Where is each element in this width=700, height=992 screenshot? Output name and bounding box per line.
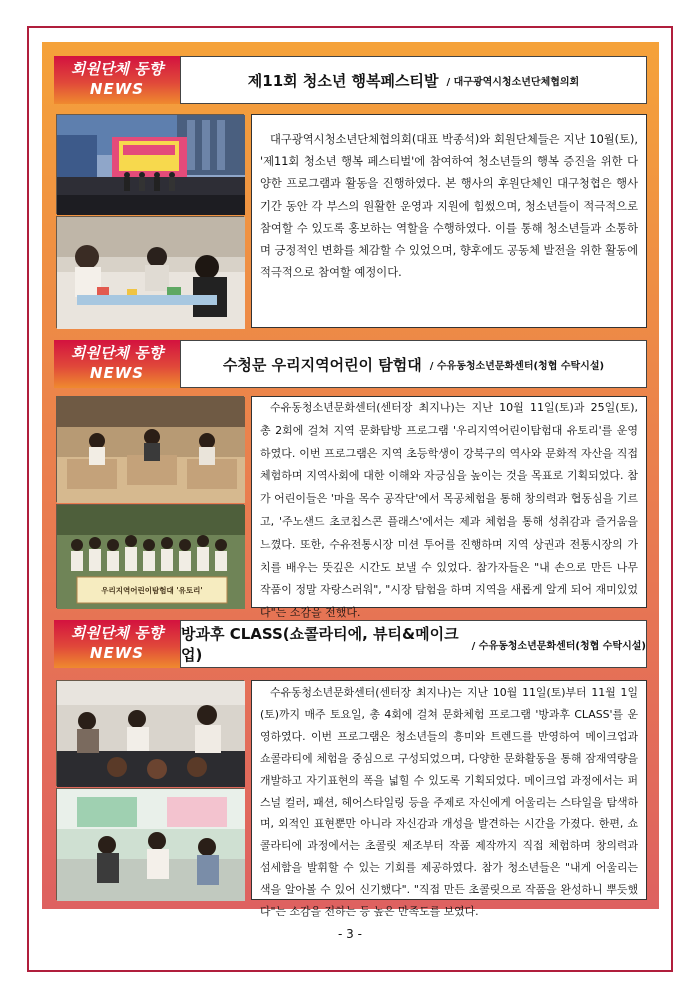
chocolate-class-photo	[56, 680, 244, 786]
section-organization: / 대구광역시청소년단체협의회	[446, 76, 580, 88]
section-header	[54, 340, 647, 388]
article-text: 수유동청소년문화센터(센터장 최지나)는 지난 10월 11일(토)부터 11월 1일(토)까지 매주 토요일, 총 4회에 걸쳐 문화체험 프로그램 '방과후 CLASS'를 운영하였다. 이번 프로그램은 청소년들의 흥미와 트렌드를 반영하여 메이크업과 쇼콜라티에 체험을 중심으로 구성되었으며, 다양한 문화활동을 통해 잠재역량을 개발하고 자기표현의 폭을 넓힐 수 있도록 기획되었다. 메이크업 과정에서는 퍼스널 컬러, 패션, 헤어스타일링 등을 주제로 자신에게 어울리는 스타일을 탐색하며, 외적인 표현뿐만 아니라 자신감과 개성을 발견하는 시간을 가졌다. 한편, 쇼콜라티에 과정에서는 초콜릿 제조부터 작품 제작까지 직접 체험하며 창의력과 섬세함을 발휘할 수 있는 기회를 제공하였다. 참가 청소년들은 "내게 어울리는 색을 알아볼 수 있어 신기했다". "직접 만든 초콜릿으로 작품을 완성하니 뿌듯했다"는 소감을 전하는 등 높은 만족도를 보였다.	[260, 686, 638, 919]
festival-stage-photo	[56, 114, 244, 214]
badge-news: NEWS	[89, 644, 145, 662]
banner-caption: 우리지역어린이탐험대 '유토리'	[101, 586, 203, 595]
section-header	[54, 56, 647, 104]
article-text: 수유동청소년문화센터(센터장 최지나)는 지난 10월 11일(토)과 25일(토), 총 2회에 걸쳐 지역 문화탐방 프로그램 '우리지역어린이탐험대 유토리'를 운영하였다. 이번 프로그램은 지역 초등학생이 강북구의 역사와 문화적 자산을 직접 체험하며 지역사회에 대한 이해와 자긍심을 높이는 것을 목표로 기획되었다. 참가 어린이들은 '마을 목수 공작단'에서 목공체험을 통해 창의력과 협동심을 기르고, '주노샌드 초코칩스콘 플래스'에서는 제과 체험을 통해 성취감과 즐거움을 느꼈다. 또한, 수유전통시장 미션 투어를 진행하며 지역 상권과 전통시장의 가치를 배우는 뜻깊은 시간도 보낼 수 있었다. 참가자들은 "내 손으로 만든 나무 작품이 정말 자랑스러워", "시장 탐험을 하며 지역을 새롭게 알게 되어 재미있었다"는 소감을 전했다.	[260, 401, 638, 620]
content-panel	[42, 42, 659, 919]
section-title: 수청문 우리지역어린이 탐험대	[222, 355, 422, 374]
makeup-class-photo	[56, 788, 244, 900]
section-title: 제11회 청소년 행복페스티발	[247, 71, 439, 90]
badge-news: NEWS	[89, 80, 145, 98]
badge-news: NEWS	[89, 364, 145, 382]
badge-label: 회원단체 동향	[70, 624, 164, 642]
section-title-bar	[180, 56, 647, 104]
article-body	[251, 396, 647, 620]
article-body	[251, 114, 647, 328]
page-number: - 3 -	[338, 927, 362, 941]
badge-label: 회원단체 동향	[70, 60, 164, 78]
section-title-bar	[180, 340, 647, 388]
article-body	[251, 680, 647, 919]
section-title-bar	[180, 620, 647, 668]
news-badge	[54, 620, 180, 668]
news-badge	[54, 340, 180, 388]
group-banner-photo	[56, 504, 244, 608]
section-organization: / 수유동청소년문화센터(청협 수탁시설)	[471, 640, 646, 652]
news-section-afterschool	[54, 620, 647, 919]
news-section-explorers	[54, 340, 647, 620]
section-header	[54, 620, 647, 668]
woodworking-photo	[56, 396, 244, 502]
news-section-festival	[54, 56, 647, 328]
article-text: 대구광역시청소년단체협의회(대표 박종석)와 회원단체들은 지난 10월(토), '제11회 청소년 행복 페스티벌'에 참여하여 청소년들의 행복 증진을 위한 다양한 프로그램과 활동을 진행하였다. 본 행사의 후원단체인 대구청협은 행사 기간 동안 각 부스의 원활한 운영과 지원에 힘썼으며, 청소년들이 적극적으로 참여할 수 있도록 홍보하는 역할을 수행하였다. 이를 통해 청소년들과 소통하며 긍정적인 변화를 체감할 수 있었으며, 향후에도 공동체 발전을 위한 활동에 적극적으로 참여할 예정이다.	[260, 133, 638, 280]
festival-booth-photo	[56, 216, 244, 328]
news-badge	[54, 56, 180, 104]
section-organization: / 수유동청소년문화센터(청협 수탁시설)	[429, 360, 605, 372]
badge-label: 회원단체 동향	[70, 344, 164, 362]
section-title: 방과후 CLASS(쇼콜라티에, 뷰티&메이크업)	[181, 625, 459, 664]
